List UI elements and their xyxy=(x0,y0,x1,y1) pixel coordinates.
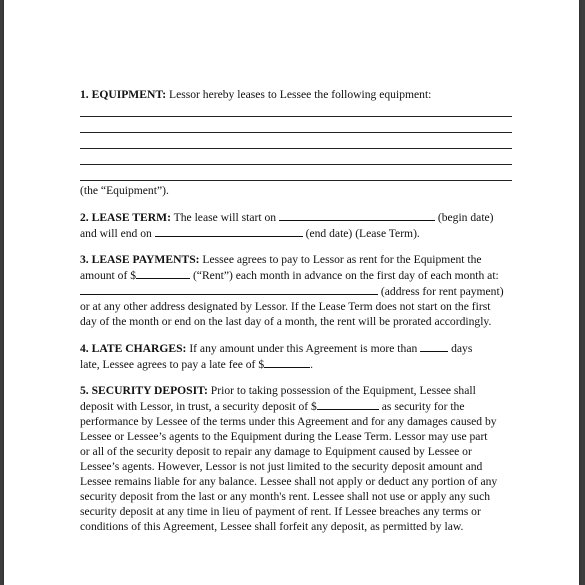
section-late-charges: 4. LATE CHARGES: If any amount under this Agreement is more than days late, Lessee agrees to pay a late fee of $ . xyxy=(80,342,473,371)
section-5-heading: 5. SECURITY DEPOSIT: xyxy=(80,384,208,397)
section-2-heading: 2. LEASE TERM: xyxy=(80,211,171,224)
section-lease-payments: 3. LEASE PAYMENTS: Lessee agrees to pay to Lessor as rent for the Equipment the amount of $ (“Rent”) each month in advance on the first day of each month at: (address for rent payment) or at any other address designated by Lessor. If the Lease Term does not start on the first day of the month or end on the last day of a month, the rent will be prorated accordingly. xyxy=(80,253,504,328)
section-equipment xyxy=(80,87,520,198)
rent-address-blank[interactable] xyxy=(80,283,378,295)
document-page xyxy=(4,0,579,585)
equipment-blank-line-5[interactable] xyxy=(80,180,512,181)
section-lease-term: 2. LEASE TERM: The lease will start on (begin date) and will end on (end date) (Lease Term). xyxy=(80,211,494,240)
late-days-blank[interactable] xyxy=(420,340,448,352)
section-1-text: Lessor hereby leases to Lessee the following equipment: xyxy=(169,88,432,101)
section-security-deposit: 5. SECURITY DEPOSIT: Prior to taking possession of the Equipment, Lessee shall deposit with Lessor, in trust, a security deposit of $ as security for the performance by Lessee of the terms under this Agreement and for any damages caused by Lessee or Lessee’s agents to the Equipment during the Lease Term. Lessor may use part or all of the security deposit to repair any damage to Equipment caused by Lessee or Lessee’s agents. However, Lessor is not just limited to the security deposit amount and Lessee remains liable for any balance. Lessee shall not apply or deduct any portion of any security deposit from the last or any month's rent. Lessee shall not use or apply any such security deposit at any time in lieu of payment of rent. If Lessee breaches any terms or conditions of this Agreement, Lessee shall forfeit any deposit, as permitted by law. xyxy=(80,384,498,533)
late-fee-blank[interactable] xyxy=(264,356,310,368)
section-1-heading: 1. EQUIPMENT: xyxy=(80,88,167,101)
rent-amount-blank[interactable] xyxy=(136,267,190,279)
section-1-closing: (the “Equipment”). xyxy=(80,184,169,197)
section-3-heading: 3. LEASE PAYMENTS: xyxy=(80,253,200,266)
end-date-blank[interactable] xyxy=(155,225,303,237)
section-4-heading: 4. LATE CHARGES: xyxy=(80,342,187,355)
security-deposit-blank[interactable] xyxy=(317,398,379,410)
document-body xyxy=(80,87,520,534)
begin-date-blank[interactable] xyxy=(279,209,435,221)
